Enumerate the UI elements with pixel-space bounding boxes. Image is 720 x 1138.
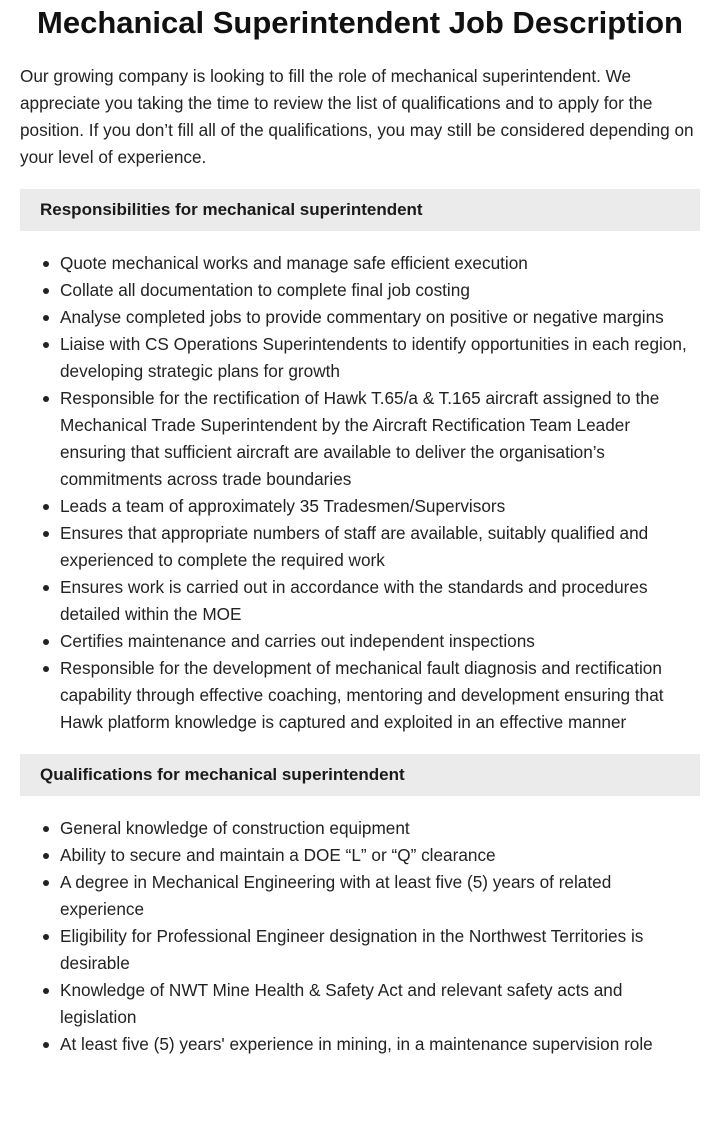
- list-item: Collate all documentation to complete final job costing: [60, 277, 700, 304]
- list-item: Quote mechanical works and manage safe efficient execution: [60, 250, 700, 277]
- list-item: Liaise with CS Operations Superintendents to identify opportunities in each region, developing strategic plans for growth: [60, 331, 700, 385]
- list-item: Knowledge of NWT Mine Health & Safety Act and relevant safety acts and legislation: [60, 977, 700, 1031]
- list-item: Responsible for the development of mechanical fault diagnosis and rectification capability through effective coaching, mentoring and development ensuring that Hawk platform knowledge is captured and exploited in an effective manner: [60, 655, 700, 736]
- responsibilities-heading: Responsibilities for mechanical superintendent: [20, 189, 700, 231]
- list-item: Ensures work is carried out in accordance with the standards and procedures detailed within the MOE: [60, 574, 700, 628]
- list-item: Eligibility for Professional Engineer designation in the Northwest Territories is desirable: [60, 923, 700, 977]
- responsibilities-list: [20, 250, 700, 736]
- list-item: At least five (5) years' experience in mining, in a maintenance supervision role: [60, 1031, 700, 1058]
- page-title: Mechanical Superintendent Job Description: [37, 5, 683, 40]
- list-item: Ensures that appropriate numbers of staff are available, suitably qualified and experienced to complete the required work: [60, 520, 700, 574]
- intro-paragraph: Our growing company is looking to fill the role of mechanical superintendent. We appreciate you taking the time to review the list of qualifications and to apply for the position. If you don’t fill all of the qualifications, you may still be considered depending on your level of experience.: [20, 66, 694, 167]
- list-item: Ability to secure and maintain a DOE “L” or “Q” clearance: [60, 842, 700, 869]
- list-item: A degree in Mechanical Engineering with at least five (5) years of related experience: [60, 869, 700, 923]
- list-item: Responsible for the rectification of Hawk T.65/a & T.165 aircraft assigned to the Mechanical Trade Superintendent by the Aircraft Rectification Team Leader ensuring that sufficient aircraft are available to deliver the organisation’s commitments across trade boundaries: [60, 385, 700, 493]
- qualifications-list: [20, 815, 700, 1058]
- list-item: Certifies maintenance and carries out independent inspections: [60, 628, 700, 655]
- list-item: Analyse completed jobs to provide commentary on positive or negative margins: [60, 304, 700, 331]
- list-item: Leads a team of approximately 35 Tradesmen/Supervisors: [60, 493, 700, 520]
- list-item: General knowledge of construction equipment: [60, 815, 700, 842]
- qualifications-heading: Qualifications for mechanical superintendent: [20, 754, 700, 796]
